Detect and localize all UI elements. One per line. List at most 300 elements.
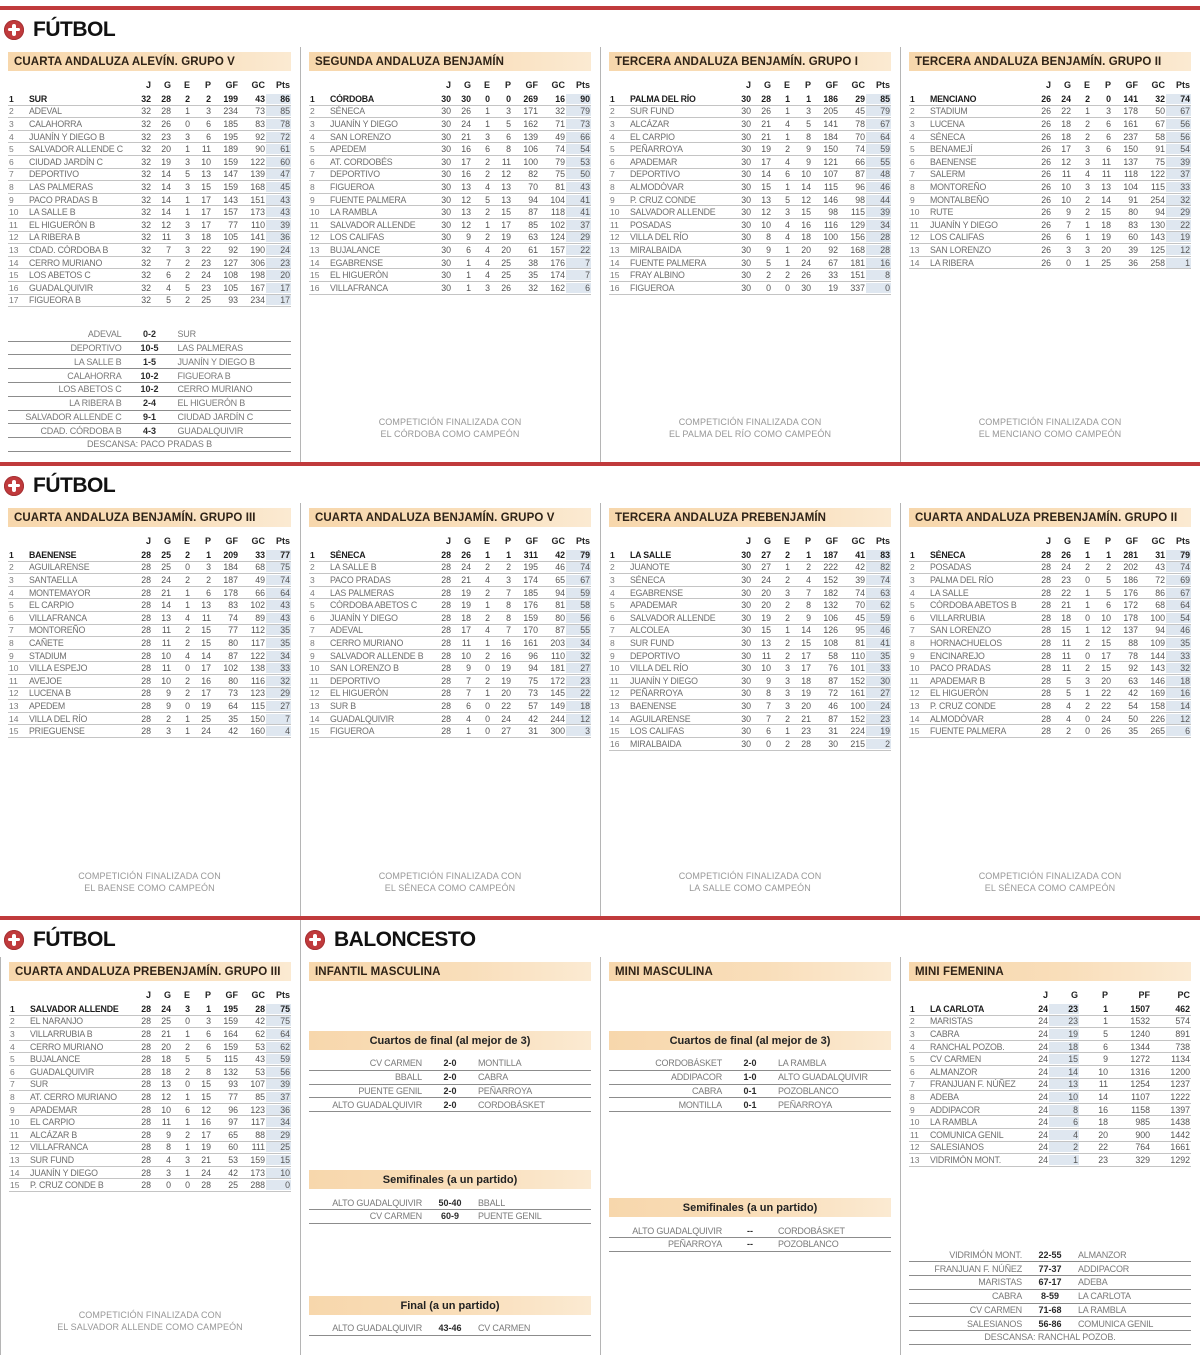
stat-cell: 12 [201, 1104, 211, 1115]
column-header: GF [1125, 536, 1138, 546]
stat-cell: 2 [185, 688, 190, 699]
stat-cell: 43 [1155, 562, 1165, 573]
table-row [8, 106, 291, 119]
team-cell: P. CRUZ CONDE B [30, 1180, 104, 1191]
stat-cell: 174 [523, 574, 538, 585]
team-cell: GUADALQUIVIR [330, 713, 395, 724]
team-cell: EGABRENSE [330, 257, 383, 268]
stat-cell: 176 [550, 257, 565, 268]
match-row [8, 383, 291, 397]
team-cell: LA RIBERA [930, 257, 974, 268]
rank-cell: 7 [910, 169, 915, 180]
team-cell: APADEMAR [30, 1104, 78, 1115]
stat-cell: 28 [141, 726, 151, 737]
stat-cell: 156 [850, 232, 865, 243]
stat-cell: 0 [785, 282, 790, 293]
rank-cell: 8 [910, 181, 915, 192]
team-cell: STADIUM [930, 106, 968, 117]
stat-cell: 9 [766, 675, 771, 686]
stat-cell: 39 [855, 574, 865, 585]
stat-cell: 9 [466, 663, 471, 674]
rank-cell: 10 [310, 663, 320, 674]
rank-cell: 4 [610, 131, 615, 142]
stat-cell: 30 [441, 181, 451, 192]
table-title: TERCERA ANDALUZA BENJAMÍN. GRUPO I [609, 52, 891, 71]
team-cell: EL HIGUERÓN [930, 688, 989, 699]
stat-cell: 10 [1049, 1092, 1079, 1102]
stat-cell: 11 [201, 612, 211, 623]
team-cell: MONTALBEÑO [930, 194, 989, 205]
stat-cell: 4 [1066, 700, 1071, 711]
table-row [309, 700, 591, 713]
rank-cell: 1 [9, 549, 14, 560]
stat-cell: 22 [1098, 1142, 1108, 1153]
stat-cell: 59 [566, 588, 591, 598]
match-score: 10-2 [140, 370, 159, 381]
futbol-heading-1 [0, 10, 1200, 47]
footer-line: COMPETICIÓN FINALIZADA CON [378, 417, 522, 427]
table-row [9, 1066, 291, 1079]
stat-cell: 60 [1128, 232, 1138, 243]
match-score: 4-3 [142, 425, 156, 436]
rank-cell: 3 [610, 574, 615, 585]
stat-cell: 1 [485, 600, 490, 611]
column-header: Pts [1175, 80, 1190, 90]
stat-cell: 28 [141, 1154, 151, 1165]
table-row [8, 725, 291, 738]
table-row [9, 1079, 291, 1092]
table-row [9, 1129, 291, 1142]
stat-cell: 32 [141, 295, 151, 306]
rank-cell: 12 [9, 232, 19, 243]
stat-cell: 198 [250, 270, 265, 281]
stat-cell: 23 [1098, 1154, 1108, 1165]
rank-cell: 11 [310, 675, 319, 686]
stat-cell: 79 [566, 550, 591, 560]
sport-cross-icon [4, 476, 24, 496]
stat-cell: 26 [1041, 118, 1051, 129]
stat-cell: 2 [1085, 194, 1090, 205]
stat-cell: 118 [550, 207, 565, 218]
competition-footer [609, 416, 891, 452]
stat-cell: 8 [806, 600, 811, 611]
table-row [609, 688, 891, 701]
table-row [8, 232, 291, 245]
stat-cell: 1222 [1170, 1091, 1190, 1102]
table-row [609, 219, 891, 232]
team-cell: SUR FUND [30, 1154, 74, 1165]
stat-cell: 92 [228, 244, 238, 255]
team-cell: SALVADOR ALLENDE C [29, 144, 123, 155]
team-cell: JUANÍN Y DIEGO [330, 118, 398, 129]
team-cell: FIGUEROA [330, 726, 375, 737]
stat-cell: 32 [566, 651, 591, 661]
column-header: Pts [1175, 536, 1190, 546]
team-cell: SUR [30, 1079, 48, 1090]
column-header: Pts [875, 80, 890, 90]
team-cell: SAN LORENZO [930, 625, 991, 636]
stat-cell: 28 [141, 713, 151, 724]
table-row [609, 106, 891, 119]
table-header-row [309, 536, 591, 549]
table-row [609, 181, 891, 194]
stat-cell: 80 [228, 637, 238, 648]
stat-cell: 123 [250, 688, 265, 699]
stat-cell: 72 [266, 132, 291, 142]
stat-cell: 6 [1066, 232, 1071, 243]
column-header: J [1045, 536, 1051, 546]
table-row [609, 549, 891, 562]
rank-cell: 7 [9, 169, 14, 180]
team-cell: SALVADOR ALLENDE [630, 207, 716, 218]
stat-cell: 1 [1085, 219, 1090, 230]
stat-cell: 145 [550, 688, 565, 699]
stat-cell: 82 [866, 562, 891, 572]
sport-cross-icon [4, 930, 24, 950]
rank-cell: 10 [310, 207, 320, 218]
stat-cell: 157 [550, 244, 565, 255]
stat-cell: 24 [1038, 1091, 1048, 1102]
team-cell: SUR FUND [630, 106, 674, 117]
stat-cell: 54 [566, 144, 591, 154]
stat-cell: 26 [461, 106, 471, 117]
stat-cell: 28 [141, 663, 151, 674]
table-row [9, 1091, 291, 1104]
stat-cell: 72 [1155, 574, 1165, 585]
home-team: FRANJUAN F. NÚÑEZ [934, 1263, 1022, 1274]
stat-cell: 23 [1061, 574, 1071, 585]
stat-cell: 6 [1049, 1117, 1079, 1127]
table-row [609, 599, 891, 612]
stat-cell: 13 [761, 637, 771, 648]
rank-cell: 6 [910, 1066, 915, 1077]
stat-cell: 738 [1175, 1041, 1190, 1052]
stat-cell: 24 [1038, 1154, 1048, 1165]
table-row [909, 118, 1191, 131]
stat-cell: 33 [1166, 182, 1191, 192]
table-title: SEGUNDA ANDALUZA BENJAMÍN [309, 52, 591, 71]
match-score: 1-0 [743, 1072, 757, 1083]
stat-cell: 159 [223, 1041, 238, 1052]
table-row [909, 1079, 1191, 1092]
stat-cell: 62 [266, 1042, 291, 1052]
stat-cell: 7 [166, 244, 171, 255]
rank-cell: 10 [910, 1117, 920, 1128]
rank-cell: 7 [610, 625, 615, 636]
stat-cell: 28 [141, 625, 151, 636]
stat-cell: 94 [1155, 207, 1165, 218]
stat-cell: 44 [866, 195, 891, 205]
team-cell: SÉNECA [930, 549, 966, 560]
stat-cell: 8 [166, 1142, 171, 1153]
team-cell: LUCENA [930, 118, 965, 129]
stat-cell: 19 [461, 600, 471, 611]
stat-cell: 30 [441, 156, 451, 167]
rank-cell: 9 [610, 194, 615, 205]
stat-cell: 28 [866, 245, 891, 255]
column-header: J [145, 990, 151, 1000]
team-cell: EL NARANJO [30, 1016, 83, 1027]
stat-cell: 5 [1066, 675, 1071, 686]
table-row [909, 599, 1191, 612]
stat-cell: 764 [1135, 1142, 1150, 1153]
table-row [609, 662, 891, 675]
stat-cell: 17 [201, 688, 211, 699]
stat-cell: 171 [523, 106, 538, 117]
stat-cell: 7 [806, 587, 811, 598]
column-header: G [1063, 80, 1071, 90]
stat-cell: 1240 [1130, 1028, 1150, 1039]
bracket-round [609, 1031, 891, 1112]
stat-cell: 2 [785, 612, 790, 623]
stat-cell: 0 [485, 713, 490, 724]
stat-cell: 28 [1041, 675, 1051, 686]
rank-cell: 9 [9, 194, 14, 205]
stat-cell: 54 [1166, 144, 1191, 154]
stat-cell: 21 [201, 1154, 211, 1165]
stat-cell: 116 [250, 675, 265, 686]
stat-cell: 2 [785, 600, 790, 611]
stat-cell: 37 [566, 220, 591, 230]
stat-cell: 1 [466, 270, 471, 281]
stat-cell: 173 [250, 1167, 265, 1178]
rank-cell: 12 [610, 232, 620, 243]
stat-cell: 83 [228, 600, 238, 611]
stat-cell: 32 [141, 181, 151, 192]
stat-cell: 129 [850, 219, 865, 230]
rank-cell: 5 [910, 1054, 915, 1065]
stat-cell: 28 [161, 106, 171, 117]
league-table [609, 536, 891, 751]
stat-cell: 33 [266, 663, 291, 673]
stat-cell: 30 [461, 93, 471, 104]
table-row [8, 181, 291, 194]
table-row [909, 1116, 1191, 1129]
stat-cell: 3 [785, 688, 790, 699]
stat-cell: 2 [206, 574, 211, 585]
bracket-round [609, 1198, 891, 1252]
table-header-row [909, 990, 1191, 1003]
stat-cell: 6 [206, 587, 211, 598]
stat-cell: 30 [441, 219, 451, 230]
footer-line: COMPETICIÓN FINALIZADA CON [78, 1310, 222, 1320]
stat-cell: 24 [1038, 1079, 1048, 1090]
stat-cell: 22 [1101, 688, 1111, 699]
stat-cell: 21 [1061, 600, 1071, 611]
table-row [309, 206, 591, 219]
stat-cell: 28 [161, 93, 171, 104]
stat-cell: 2 [185, 270, 190, 281]
stat-cell: 3 [485, 282, 490, 293]
stat-cell: 11 [1061, 637, 1071, 648]
table-row [8, 562, 291, 575]
match-row [309, 1210, 591, 1224]
rank-cell: 7 [9, 625, 14, 636]
stat-cell: 56 [1166, 119, 1191, 129]
stat-cell: 195 [223, 131, 238, 142]
stat-cell: 1 [1085, 106, 1090, 117]
stat-cell: 117 [250, 1117, 265, 1128]
stat-cell: 143 [223, 194, 238, 205]
stat-cell: 58 [828, 650, 838, 661]
match-score: 1-5 [142, 356, 156, 367]
stat-cell: 288 [250, 1180, 265, 1191]
stat-cell: 107 [823, 169, 838, 180]
stat-cell: 1 [806, 549, 811, 560]
team-cell: DEPORTIVO [630, 169, 680, 180]
team-cell: PACO PRADAS B [29, 194, 98, 205]
stat-cell: 3 [485, 131, 490, 142]
column-header: P [1101, 990, 1108, 1000]
team-cell: BUJALANCE [30, 1054, 81, 1065]
stat-cell: 24 [1038, 1054, 1048, 1065]
column-header: G [1070, 990, 1078, 1000]
rank-cell: 14 [9, 257, 19, 268]
stat-cell: 3 [185, 131, 190, 142]
stat-cell: 0 [485, 726, 490, 737]
section-futbol-1 [0, 6, 1200, 462]
stat-cell: 1397 [1170, 1104, 1190, 1115]
stat-cell: 24 [1038, 1016, 1048, 1027]
table-row [909, 257, 1191, 270]
stat-cell: 137 [1123, 625, 1138, 636]
bracket-infantil [309, 981, 591, 1336]
stat-cell: 19 [1166, 232, 1191, 242]
table-row [8, 587, 291, 600]
stat-cell: 0 [185, 118, 190, 129]
stat-cell: 17 [761, 156, 771, 167]
stat-cell: 186 [823, 93, 838, 104]
home-team: ALTO GUADALQUIVIR [632, 1225, 722, 1236]
stat-cell: 78 [855, 118, 865, 129]
competition-footer [309, 870, 591, 906]
stat-cell: 108 [223, 270, 238, 281]
stat-cell: 6 [166, 270, 171, 281]
column-header: E [483, 80, 490, 90]
stat-cell: 18 [461, 612, 471, 623]
stat-cell: 1254 [1130, 1079, 1150, 1090]
column-header: GC [1151, 80, 1165, 90]
stat-cell: 4 [466, 713, 471, 724]
stat-cell: 8 [806, 131, 811, 142]
stat-cell: 2 [485, 207, 490, 218]
stat-cell: 24 [1038, 1066, 1048, 1077]
footer-line: EL SÉNECA COMO CAMPEÓN [984, 883, 1116, 893]
stat-cell: 22 [201, 244, 211, 255]
stat-cell: 74 [266, 575, 291, 585]
stat-cell: 3 [506, 106, 511, 117]
stat-cell: 300 [550, 726, 565, 737]
stat-cell: 9 [806, 156, 811, 167]
team-cell: VILLAFRANCA [330, 282, 388, 293]
stat-cell: 7 [166, 257, 171, 268]
stat-cell: 152 [850, 713, 865, 724]
team-cell: CERRO MURIANO [330, 637, 404, 648]
stat-cell: 2 [185, 1129, 190, 1140]
team-cell: EL CARPIO [29, 600, 74, 611]
table-row [909, 612, 1191, 625]
column-header: GC [851, 80, 865, 90]
stat-cell: 1107 [1131, 1091, 1150, 1102]
stat-cell: 26 [1101, 726, 1111, 737]
column-segunda-benjamin [300, 47, 600, 462]
stat-cell: 1 [185, 207, 190, 218]
stat-cell: 28 [441, 637, 451, 648]
stat-cell: 18 [1061, 118, 1071, 129]
column-header: Pts [275, 990, 290, 1000]
stat-cell: 34 [566, 638, 591, 648]
stat-cell: 226 [1150, 713, 1165, 724]
stat-cell: 28 [141, 1180, 151, 1191]
stat-cell: 30 [741, 270, 751, 281]
stat-cell: 311 [523, 549, 538, 560]
footer-line: COMPETICIÓN FINALIZADA CON [978, 871, 1122, 881]
stat-cell: 13 [501, 194, 511, 205]
stat-cell: 46 [866, 625, 891, 635]
match-score: 43-46 [438, 1323, 462, 1334]
stat-cell: 85 [255, 1091, 265, 1102]
stat-cell: 66 [255, 587, 265, 598]
column-header: Pts [275, 536, 290, 546]
table-row [309, 562, 591, 575]
results-list [8, 328, 291, 452]
stat-cell: 143 [1150, 663, 1165, 674]
table-row [309, 118, 591, 131]
stat-cell: 24 [1038, 1003, 1048, 1014]
stat-cell: 62 [866, 600, 891, 610]
stat-cell: 2 [485, 675, 490, 686]
stat-cell: 17 [461, 156, 471, 167]
team-cell: LA SALLE [930, 587, 969, 598]
stat-cell: 7 [1066, 219, 1071, 230]
stat-cell: 115 [223, 1054, 238, 1065]
column-header: G [463, 80, 471, 90]
league-table [8, 80, 291, 307]
stat-cell: 75 [555, 169, 565, 180]
table-row [9, 1016, 291, 1029]
stat-cell: 21 [161, 1028, 171, 1039]
stat-cell: 25 [161, 1016, 171, 1027]
team-cell: AGUILARENSE [630, 713, 691, 724]
team-cell: MIRALBAIDA [630, 244, 682, 255]
stat-cell: 3 [785, 587, 790, 598]
stat-cell: 1 [785, 562, 790, 573]
team-cell: DEPORTIVO [29, 169, 79, 180]
stat-cell: 110 [850, 650, 865, 661]
stat-cell: 14 [161, 600, 171, 611]
stat-cell: 4 [785, 232, 790, 243]
stat-cell: 985 [1135, 1117, 1150, 1128]
stat-cell: 64 [1166, 600, 1191, 610]
stat-cell: 9 [806, 612, 811, 623]
table-row [909, 1129, 1191, 1142]
match-row [909, 1248, 1191, 1262]
stat-cell: 15 [1061, 625, 1071, 636]
stat-cell: 199 [223, 93, 238, 104]
table-row [909, 637, 1191, 650]
stat-cell: 92 [1128, 663, 1138, 674]
rank-cell: 5 [9, 600, 14, 611]
stat-cell: 10 [161, 650, 171, 661]
stat-cell: 20 [501, 244, 511, 255]
stat-cell: 26 [1041, 181, 1051, 192]
match-score: 10-2 [140, 384, 159, 395]
stat-cell: 12 [1061, 156, 1071, 167]
stat-cell: 30 [441, 169, 451, 180]
rank-cell: 5 [310, 600, 315, 611]
stat-cell: 16 [501, 637, 511, 648]
rank-cell: 7 [910, 625, 915, 636]
